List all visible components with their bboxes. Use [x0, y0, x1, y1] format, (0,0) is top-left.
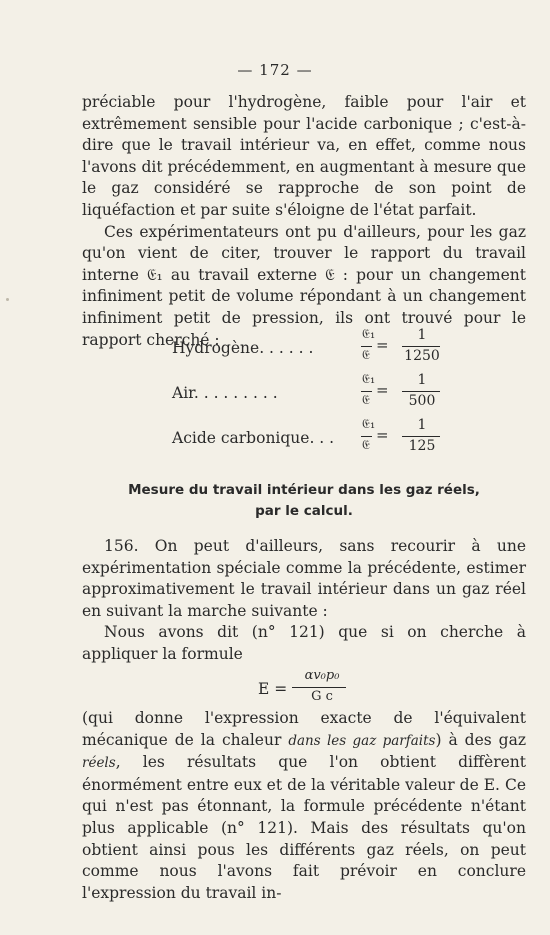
ratio-lhs-denominator: 𝔈	[362, 393, 370, 408]
ratio-row-hydrogen	[172, 325, 442, 370]
paragraph-5-part-a: (qui donne l'expression exacte de l'équivalent mécanique de la chaleur	[82, 709, 526, 749]
paragraph-1: préciable pour l'hydrogène, faible pour l'air et extrêmement sensible pour l'acide carbonique ; c'est-à-dire que le travail intérieur va, en effet, comme nous l'avons dit précédemment, en augmentant à mesure que le gaz considéré se rapproche de son point de liquéfaction et par suite s'éloigne de l'état parfait.	[82, 93, 526, 219]
ratio-numerator: 1	[417, 372, 427, 388]
formula-lhs: E =	[258, 680, 288, 698]
fraction-bar	[361, 346, 372, 347]
section-heading	[82, 480, 526, 522]
equals-sign: =	[376, 381, 389, 399]
equals-sign: =	[376, 426, 389, 444]
ratio-denominator: 500	[408, 393, 436, 409]
fraction-bar	[402, 346, 440, 347]
fraction-bar	[361, 436, 372, 437]
ratio-denominator: 125	[408, 438, 436, 454]
paragraph-5-italic-1: dans les gaz parfaits	[288, 732, 436, 749]
paper-spot	[6, 298, 9, 301]
ratio-fraction	[360, 325, 444, 369]
text-block-top	[82, 92, 526, 351]
paragraph-5-italic-2: réels	[82, 755, 116, 772]
page-number: — 172 —	[237, 61, 313, 79]
equals-sign: =	[376, 336, 389, 354]
ratio-numerator: 1	[417, 417, 427, 433]
ratio-label: Hydrogène. . . . . .	[172, 339, 314, 357]
paragraph-5-part-c: , les résultats que l'on obtient diffèrent énormément entre eux et de la véritable valeur de E. Ce qui n'est pas étonnant, la formule précédente n'étant plus applicable (n° 121). Mais des résultats qu'on obtient ainsi pous les différents gaz réels, on peut comme nous l'avons fait prévoir en conclure l'expression du travail in-	[82, 753, 526, 902]
fraction-bar	[402, 436, 440, 437]
fraction-bar	[361, 391, 372, 392]
ratio-fraction	[360, 415, 444, 459]
paragraph-2: Ces expérimentateurs ont pu d'ailleurs, pour les gaz qu'on vient de citer, trouver le rapport du travail interne 𝔈₁ au travail externe 𝔈 : pour un changement infiniment petit de volume répondant à un changement infiniment petit de pression, ils ont trouvé pour le rapport cherché :	[82, 222, 526, 349]
ratio-numerator: 1	[417, 327, 427, 343]
paragraph-3: 156. On peut d'ailleurs, sans recourir à une expérimentation spéciale comme la précédente, estimer approximativement le travail intérieur dans un gaz réel en suivant la marche suivante :	[82, 537, 526, 620]
formula-numerator: αv₀p₀	[304, 668, 340, 683]
paragraph-5	[82, 708, 526, 904]
paragraph-4: Nous avons dit (n° 121) que si on cherche à appliquer la formule	[82, 623, 526, 663]
ratio-label: Air. . . . . . . . .	[172, 384, 278, 402]
ratio-lhs-numerator: 𝔈₁	[362, 417, 376, 432]
ratio-denominator: 1250	[404, 348, 440, 364]
text-block-bottom	[82, 708, 526, 904]
section-heading-line-1: Mesure du travail intérieur dans les gaz réels,	[128, 482, 480, 498]
ratio-lhs-numerator: 𝔈₁	[362, 327, 376, 342]
fraction-bar	[402, 391, 440, 392]
ratio-lhs-denominator: 𝔈	[362, 438, 370, 453]
section-heading-line-2: par le calcul.	[255, 503, 353, 519]
fraction-bar	[292, 687, 346, 688]
ratio-table	[172, 325, 442, 460]
formula-denominator: G c	[311, 689, 333, 704]
energy-formula	[258, 668, 358, 712]
ratio-label: Acide carbonique. . .	[172, 429, 335, 447]
ratio-lhs-denominator: 𝔈	[362, 348, 370, 363]
ratio-row-carbonic-acid	[172, 415, 442, 460]
ratio-fraction	[360, 370, 444, 414]
paragraph-5-part-b: ) à des gaz	[435, 730, 526, 749]
ratio-lhs-numerator: 𝔈₁	[362, 372, 376, 387]
ratio-row-air	[172, 370, 442, 415]
text-block-middle	[82, 536, 526, 666]
